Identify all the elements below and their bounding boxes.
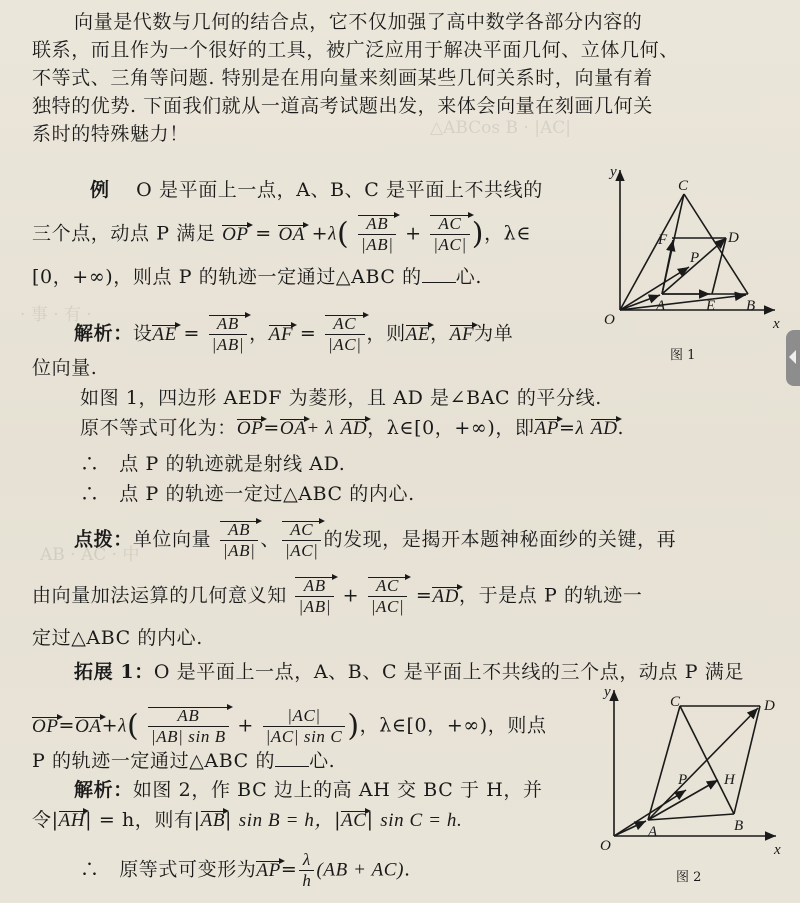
fig2-label-o: O: [600, 838, 611, 854]
bleed-through: · 事 · 有 ·: [20, 305, 92, 325]
fig1-label-y: y: [610, 164, 617, 180]
fig2-label-x: x: [774, 842, 781, 858]
solution2-line-3: ∴ 原等式可变形为AP= $\frac{\lambda}{h}$ (AB + AC).: [80, 850, 411, 890]
fraction: $\frac{AC}{|AC|}$: [282, 520, 321, 561]
fig1-label-e: E: [706, 298, 716, 314]
intro-line: 独特的优势. 下面我们就从一道高考试题出发，来体会向量在刻画几何关: [32, 95, 653, 117]
solution2-line-1: 解析：如图 2，作 BC 边上的高 AH 交 BC 于 H，并: [74, 779, 543, 801]
fig1-label-a: A: [656, 298, 666, 314]
fraction: $\frac{AB}{|AB|}$: [220, 520, 259, 561]
fig2-label-a: A: [648, 824, 658, 840]
solution-label: 解析：: [74, 322, 133, 345]
fig2-label-d: D: [764, 698, 775, 714]
tip-label: 点拨：: [74, 528, 133, 551]
answer-blank: [422, 264, 456, 283]
fig2-label-p: P: [678, 772, 688, 788]
fig2-label-c: C: [670, 694, 681, 710]
solution2-line-2: 令|AH| = h，则有|AB| sin B = h，|AC| sin C = h.: [32, 809, 463, 831]
ext-line-1: 拓展 1：O 是平面上一点，A、B、C 是平面上不共线的三个点，动点 P 满足: [74, 661, 744, 683]
fig1-label-o: O: [604, 312, 615, 328]
example-line-2: 三个点，动点 P 满足 OP = OA +λ( $\frac{AB}{|AB|}$ + $\frac{AC}{|AC|}$ )，λ∈: [32, 214, 531, 254]
solution1-line-2: 位向量.: [32, 357, 98, 379]
tip-line-2: 由向量加法运算的几何意义知 $\frac{AB}{|AB|}$ + $\frac{AC}{|AC|}$ =AD，于是点 P 的轨迹一: [32, 576, 643, 616]
ext-label: 拓展 1：: [74, 661, 154, 683]
fraction: $\frac{AC}{|AC|}$: [368, 576, 407, 617]
solution-label: 解析：: [74, 779, 133, 801]
answer-blank: [275, 748, 309, 767]
vector-op: OP: [222, 223, 249, 245]
fraction: $\frac{AB}{|AB|}$: [209, 314, 248, 355]
intro-line: 系时的特殊魅力！: [32, 123, 189, 145]
figure-1-caption: 图 1: [670, 348, 696, 363]
fraction: $\frac{AB}{|AB|}$: [358, 214, 397, 255]
solution1-line-1: 解析：设AE = $\frac{AB}{|AB|}$ ，AF = $\frac{AC}{|AC|}$ ，则AE，AF为单: [74, 314, 514, 354]
solution1-line-3: 如图 1，四边形 AEDF 为菱形，且 AD 是∠BAC 的平分线.: [80, 387, 602, 409]
intro-line: 向量是代数与几何的结合点，它不仅加强了高中数学各部分内容的: [74, 11, 643, 33]
fraction: $\frac{\lambda}{h}$: [299, 850, 314, 891]
fig1-label-x: x: [773, 316, 780, 332]
segment-de: [712, 238, 726, 294]
intro-line: 不等式、三角等问题. 特别是在用向量来刻画某些几何关系时，向量有着: [32, 67, 653, 89]
figure-1: [590, 160, 790, 355]
fraction: $\frac{AC}{|AC|}$: [430, 214, 469, 255]
fig1-label-f: F: [658, 232, 668, 248]
solution1-line-5: ∴ 点 P 的轨迹就是射线 AD.: [80, 453, 346, 475]
tip-line-1: 点拨：单位向量 $\frac{AB}{|AB|}$ 、 $\frac{AC}{|AC|}$ 的发现，是揭开本题神秘面纱的关键，再: [74, 520, 677, 560]
fraction: $\frac{AB}{\text{|AB| sin B}}$: [148, 706, 229, 747]
fraction: $\frac{|AC|}{\text{|AC| sin C}}$: [263, 706, 346, 747]
tip-line-3: 定过△ABC 的内心.: [32, 627, 203, 649]
fig1-label-c: C: [678, 178, 689, 194]
fig1-label-b: B: [746, 298, 756, 314]
fig2-label-y: y: [604, 684, 611, 700]
segment-ab: [648, 814, 734, 820]
fig1-label-p: P: [690, 250, 700, 266]
example-line-1: [90, 178, 543, 202]
figure-2: [590, 680, 790, 860]
solution1-line-6: ∴ 点 P 的轨迹一定过△ABC 的内心.: [80, 483, 415, 505]
page-turn-tab[interactable]: [786, 330, 800, 386]
figure-2-caption: 图 2: [676, 870, 702, 885]
example-label: 例: [90, 179, 110, 201]
fig2-label-h: H: [724, 772, 735, 788]
ext-line-3: P 的轨迹一定通过△ABC 的 心.: [32, 750, 336, 772]
solution1-line-4: 原不等式可化为：OP=OA+ λ AD，λ∈[0，+∞)，即AP=λ AD.: [80, 417, 625, 439]
fig2-label-b: B: [734, 818, 744, 834]
example-line-3: [0，+∞)，则点 P 的轨迹一定通过△ABC 的 心.: [32, 266, 482, 288]
example-text: O 是平面上一点，A、B、C 是平面上不共线的: [136, 179, 543, 201]
vector-oa: OA: [278, 223, 305, 245]
bleed-through: AB · AC · 中: [40, 545, 140, 565]
segment-oc: [620, 194, 684, 310]
fraction: $\frac{AB}{|AB|}$: [295, 576, 334, 617]
ext-line-2: OP=OA+λ( $\frac{AB}{\text{|AB| sin B}}$ + $\frac{|AC|}{\text{|AC| sin C}}$ )，λ∈[0，+∞)，则点: [32, 706, 547, 746]
fig1-label-d: D: [728, 230, 739, 246]
segment-db: [734, 706, 760, 814]
fraction: $\frac{AC}{|AC|}$: [325, 314, 364, 355]
intro-line: 联系，而且作为一个很好的工具，被广泛应用于解决平面几何、立体几何、: [32, 39, 679, 61]
bleed-through: △ABCos B · |AC|: [430, 118, 571, 138]
